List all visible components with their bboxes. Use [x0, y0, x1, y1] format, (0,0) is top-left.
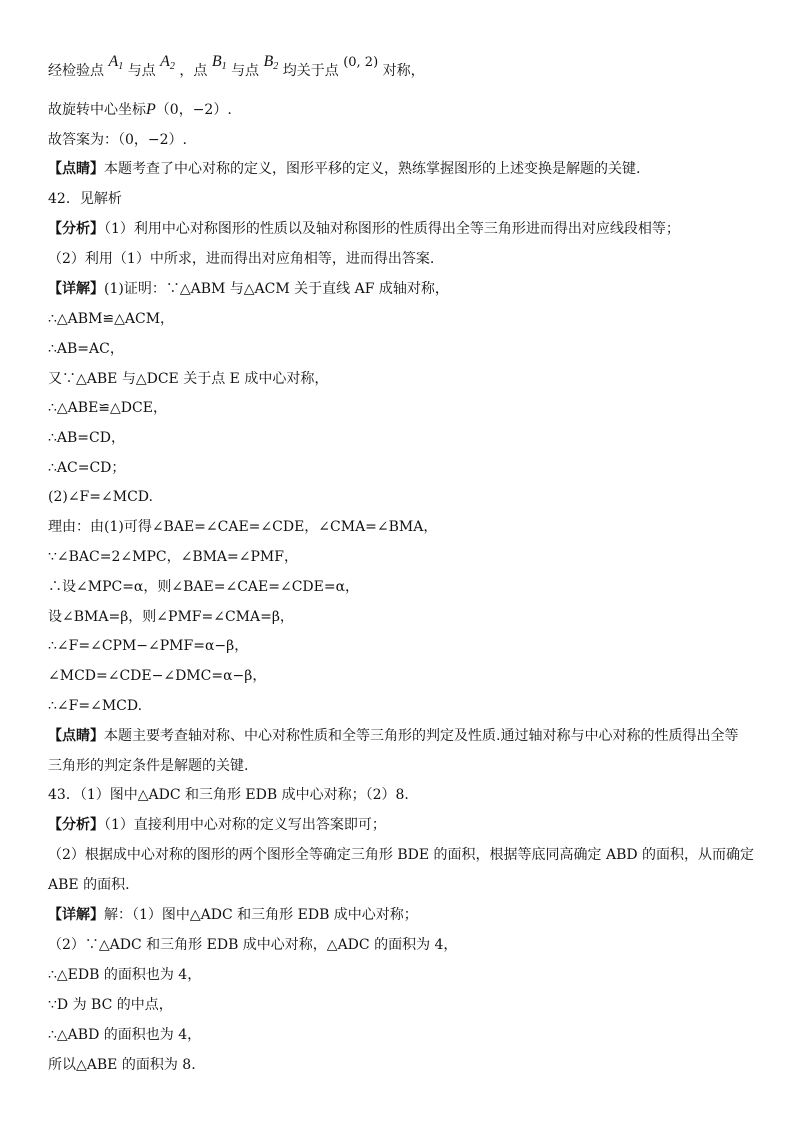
point-b2 [264, 53, 279, 70]
text-line: 又∵△ABE 与△DCE 关于点 E 成中心对称， [48, 371, 329, 387]
text-line: ∴△ABE≌△DCE， [48, 400, 167, 416]
point-letter: A [160, 53, 170, 70]
solution-line [48, 906, 758, 924]
text-line: ∴AB=CD， [48, 430, 125, 446]
text: （0，−2）. [155, 102, 232, 118]
text: ，点 [179, 63, 208, 79]
text: 对称， [382, 63, 425, 79]
subscript: 2 [169, 61, 175, 72]
text: 与点 [127, 63, 156, 79]
verification-line [48, 53, 758, 85]
text-line: （2）利用（1）中所求，进而得出对应角相等，进而得出答案. [48, 251, 435, 267]
point-a2 [160, 53, 175, 70]
section-tag: 【详解】 [48, 907, 104, 923]
answer-line: 故答案为：（0，−2）. [48, 132, 187, 148]
text-line: (2)∠F=∠MCD. [48, 489, 153, 505]
subscript: 1 [118, 61, 124, 72]
point-letter: A [108, 53, 119, 70]
text: 均关于点 [282, 63, 339, 79]
point-p: P [146, 101, 156, 118]
text: 故旋转中心坐标 [48, 102, 146, 118]
text: 解：（1）图中△ADC 和三角形 EDB 成中心对称； [104, 907, 418, 923]
text-line: 所以△ABE 的面积为 8. [48, 1057, 196, 1073]
solution-line [48, 280, 758, 298]
text-line: 理由：由(1)可得∠BAE=∠CAE=∠CDE，∠CMA=∠BMA， [48, 519, 438, 535]
section-tag: 【点睛】 [48, 161, 104, 177]
analysis-line [48, 816, 758, 834]
question-heading: 43．（1）图中△ADC 和三角形 EDB 成中心对称；（2）8. [48, 787, 409, 803]
center-point: (0, 2) [343, 55, 379, 70]
section-tag: 【分析】 [48, 221, 104, 237]
rotation-center-line [48, 101, 758, 119]
text: 本题主要考查轴对称、中心对称性质和全等三角形的判定及性质.通过轴对称与中心对称的性质得出全等 [104, 728, 739, 744]
section-tag: 【点睛】 [48, 728, 104, 744]
question-heading: 42．见解析 [48, 191, 122, 207]
text-line: 三角形的判定条件是解题的关键. [48, 758, 249, 774]
text-line: ∵∠BAC=2∠MPC，∠BMA=∠PMF， [48, 549, 298, 565]
subscript: 1 [221, 61, 227, 72]
text-line: ABE 的面积. [48, 877, 130, 893]
text: 经检验点 [48, 63, 104, 79]
text-line: 设∠BMA=β，则∠PMF=∠CMA=β， [48, 609, 294, 625]
point-letter: B [263, 53, 274, 70]
text: (1)证明：∵△ABM 与△ACM 关于直线 AF 成轴对称， [104, 281, 449, 297]
point-a1 [108, 53, 123, 70]
text-line: ∴△ABD 的面积也为 4， [48, 1027, 202, 1043]
text-line: ∴设∠MPC=α，则∠BAE=∠CAE=∠CDE=α， [48, 579, 360, 595]
text-line: ∴∠F=∠MCD. [48, 698, 143, 714]
text-line: ∴AC=CD； [48, 460, 126, 476]
section-tag: 【详解】 [48, 281, 104, 297]
comment-line [48, 727, 758, 745]
text-line: ∴△EDB 的面积也为 4， [48, 967, 202, 983]
text: 与点 [231, 63, 260, 79]
section-tag: 【分析】 [48, 817, 104, 833]
text-line: ∴∠F=∠CPM−∠PMF=α−β， [48, 638, 249, 654]
text: 本题考查了中心对称的定义，图形平移的定义，熟练掌握图形的上述变换是解题的关键. [104, 161, 641, 177]
text-line: ∴△ABM≌△ACM， [48, 311, 175, 327]
text-line: ∴AB=AC， [48, 341, 124, 357]
text-line: （2）∵△ADC 和三角形 EDB 成中心对称，△ADC 的面积为 4， [48, 937, 458, 953]
text-line: （2）根据成中心对称的图形的两个图形全等确定三角形 BDE 的面积，根据等底同高确定 ABD 的面积，从而确定 [48, 847, 755, 863]
point-b1 [212, 53, 227, 70]
point-letter: B [211, 53, 222, 70]
text-line: ∠MCD=∠CDE−∠DMC=α−β， [48, 668, 267, 684]
analysis-line [48, 220, 758, 238]
text-line: ∵D 为 BC 的中点， [48, 997, 173, 1013]
comment-line [48, 160, 758, 178]
text: （1）直接利用中心对称的定义写出答案即可； [104, 817, 386, 833]
text: （1）利用中心对称图形的性质以及轴对称图形的性质得出全等三角形进而得出对应线段相等； [104, 221, 680, 237]
subscript: 2 [273, 61, 279, 72]
